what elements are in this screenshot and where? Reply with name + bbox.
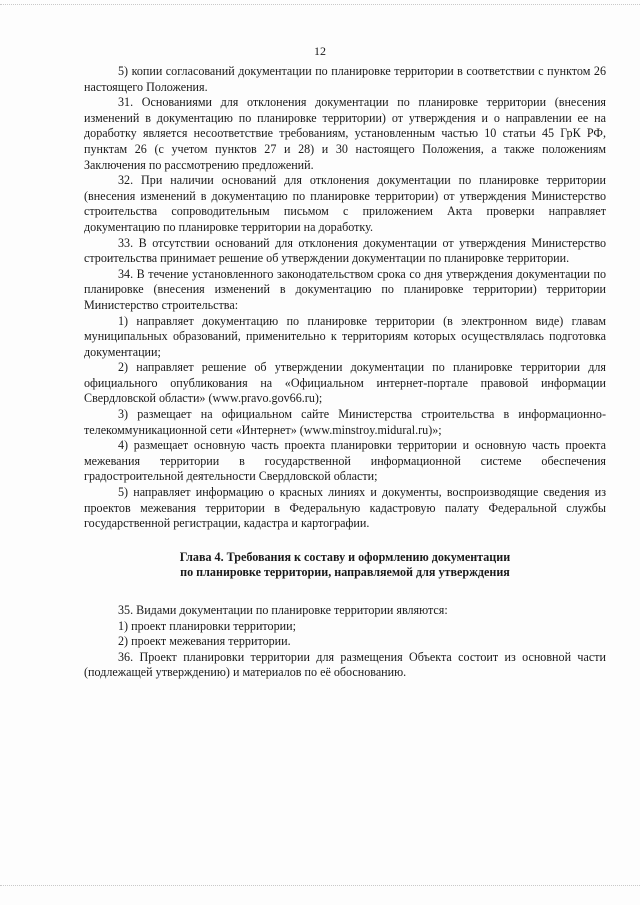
paragraph: 33. В отсутствии оснований для отклонения документации от утверждения Министерство строительства принимает решение об утверждении документации по планировке территории.	[84, 235, 606, 266]
paragraph: 36. Проект планировки территории для размещения Объекта состоит из основной части (подлежащей утверждению) и материалов по её обоснованию.	[84, 649, 606, 680]
list-item: 5) направляет информацию о красных линиях и документы, воспроизводящие сведения из проектов межевания территории в Федеральную кадастровую палату Федеральной службы государственной регистрации, кадастра и картографии.	[84, 485, 606, 531]
paragraph: 32. При наличии оснований для отклонения документации по планировке территории (внесения изменений в документацию по планировке территории) от утверждения Министерство строительства сопроводительным письмом с приложением Акта проверки направляет документацию по планировке территории на доработку.	[84, 173, 606, 234]
scan-edge-top	[0, 4, 640, 5]
list-item: 1) проект планировки территории;	[118, 618, 296, 633]
chapter-heading-line: по планировке территории, направляемой для утверждения	[180, 565, 510, 580]
list-item: 2) проект межевания территории.	[118, 634, 291, 649]
paragraph: 5) копии согласований документации по планировке территории в соответствии с пунктом 26 настоящего Положения.	[84, 64, 606, 94]
paragraph: 31. Основаниями для отклонения документации по планировке территории (внесения изменений в документацию по планировке территории) от утверждения и о направлении ее на доработку является несоответствие требованиям, установленным частью 10 статьи 45 ГрК РФ, пунктам 26 (с учетом пунктов 27 и 28) и 30 настоящего Положения, а также положениям Заключения по рассмотрению предложений.	[84, 95, 606, 172]
scan-edge-bottom	[0, 885, 640, 886]
list-item: 1) направляет документацию по планировке территории (в электронном виде) главам муниципальных образований, применительно к территориям которых осуществлялась подготовка документации;	[84, 313, 606, 359]
page-number: 12	[314, 44, 326, 58]
chapter-heading	[84, 550, 606, 581]
document-body	[84, 64, 606, 681]
chapter-heading-line: Глава 4. Требования к составу и оформлению документации	[179, 549, 511, 564]
paragraph: 35. Видами документации по планировке территории являются:	[118, 603, 448, 617]
list-item: 2) направляет решение об утверждении документации по планировке территории для официального опубликования на «Официальном интернет-портале правовой информации Свердловской области» (www.pravo.gov66.ru);	[84, 360, 606, 406]
list-item: 3) размещает на официальном сайте Министерства строительства в информационно-телекоммуникационной сети «Интернет» (www.minstroy.midural.ru)»;	[84, 407, 606, 437]
list-item: 4) размещает основную часть проекта планировки территории и основную часть проекта межевания территории в государственной информационной системе обеспечения градостроительной деятельности Свердловской области;	[84, 438, 606, 484]
paragraph: 34. В течение установленного законодательством срока со дня утверждения документации по планировке (внесения изменений в документацию по планировке территории) территории Министерство строительства:	[84, 266, 606, 312]
